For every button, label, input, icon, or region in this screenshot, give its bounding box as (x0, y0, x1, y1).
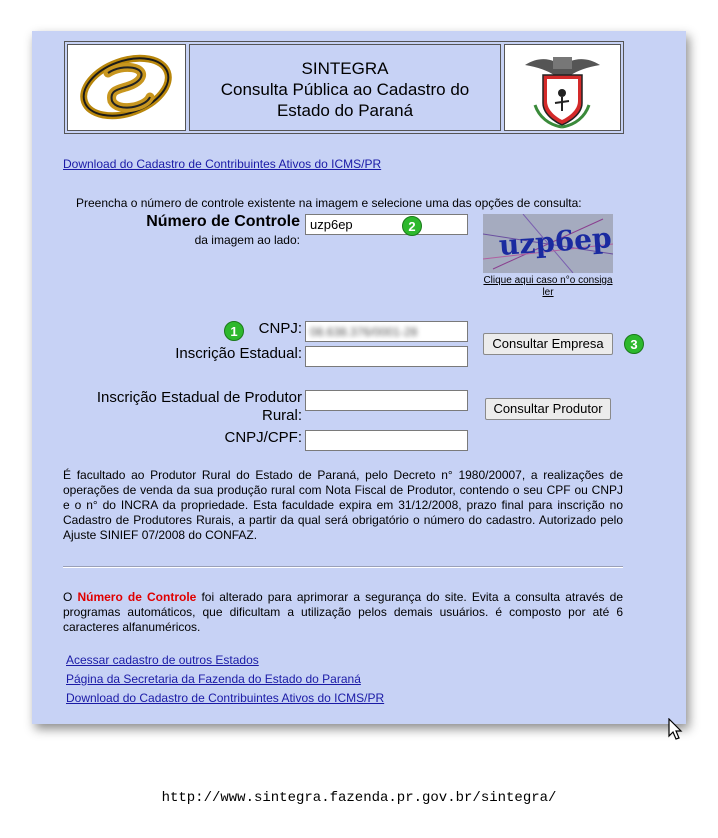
page-url-caption: http://www.sintegra.fazenda.pr.gov.br/sintegra/ (161, 790, 557, 806)
ie-produtor-label (62, 389, 302, 425)
control-number-label: Número de Controle (146, 213, 300, 230)
badge-3: 3 (624, 334, 644, 354)
notice-rest: foi alterado para aprimorar a segurança do site. Evita a consulta através de programas automáticos, que dificultam a utilização pelos demais usuários. é composto por até 6 caracteres alfanuméricos. (63, 590, 624, 634)
title-line-1: SINTEGRA (301, 59, 389, 78)
download-cadastro-link-top[interactable]: Download do Cadastro de Contribuintes Ativos do ICMS/PR (63, 157, 382, 171)
cnpj-cpf-input[interactable] (305, 430, 468, 451)
cnpj-label: CNPJ: (258, 320, 302, 337)
control-number-notice (63, 590, 623, 635)
produtor-rural-notice: É facultado ao Produtor Rural do Estado de Paraná, pelo Decreto n° 1980/20007, a realizações de operações de venda da sua produção rural com Nota Fiscal de Produtor, contendo o seu CPF ou CNPJ e o n° do INCRA da propriedade. Esta faculdade expira em 31/12/2008, prazo final para inscrição no Cadastro de Produtores Rurais, a partir da qual será obrigatório o número do cadastro. Autorizado pelo Ajuste SINIEF 07/2008 do CONFAZ. (63, 468, 623, 542)
mouse-cursor-icon (668, 718, 684, 747)
badge-2: 2 (402, 216, 422, 236)
title-line-2: Consulta Pública ao Cadastro do (220, 80, 470, 99)
cnpj-value: 08.638.376/0001-28 (310, 325, 418, 339)
link-outros-estados[interactable]: Acessar cadastro de outros Estados (66, 653, 259, 667)
badge-1: 1 (224, 321, 244, 341)
cnpj-input[interactable] (305, 321, 468, 342)
parana-crest (504, 44, 621, 131)
ie-produtor-label-line2: Rural: (261, 407, 302, 424)
divider (63, 566, 623, 568)
title-line-3: Estado do Paraná (276, 101, 414, 120)
consultar-produtor-button[interactable]: Consultar Produtor (485, 398, 611, 420)
notice-prefix: O (63, 590, 78, 604)
control-number-input[interactable] (305, 214, 468, 235)
main-panel (32, 31, 686, 724)
captcha-text: uzp6ep (497, 221, 613, 263)
consultar-empresa-button[interactable]: Consultar Empresa (483, 333, 613, 355)
captcha-refresh-link[interactable]: Clique aqui caso n°o consiga ler (483, 275, 613, 298)
header-title (189, 44, 501, 131)
captcha-image (483, 214, 613, 273)
control-number-sublabel: da imagem ao lado: (194, 233, 300, 247)
notice-highlight: Número de Controle (77, 590, 197, 604)
ie-produtor-input[interactable] (305, 390, 468, 411)
ie-produtor-label-line1: Inscrição Estadual de Produtor (96, 389, 302, 406)
link-download-cadastro-bottom[interactable]: Download do Cadastro de Contribuintes Ativos do ICMS/PR (66, 691, 385, 705)
header-table (64, 41, 624, 134)
instructions-text: Preencha o número de controle existente na imagem e selecione uma das opções de consulta: (76, 196, 582, 210)
sintegra-logo (67, 44, 186, 131)
link-secretaria-fazenda[interactable]: Página da Secretaria da Fazenda do Estado do Paraná (66, 672, 361, 686)
inscricao-estadual-label: Inscrição Estadual: (175, 345, 302, 362)
cnpj-cpf-label: CNPJ/CPF: (224, 429, 302, 446)
inscricao-estadual-input[interactable] (305, 346, 468, 367)
